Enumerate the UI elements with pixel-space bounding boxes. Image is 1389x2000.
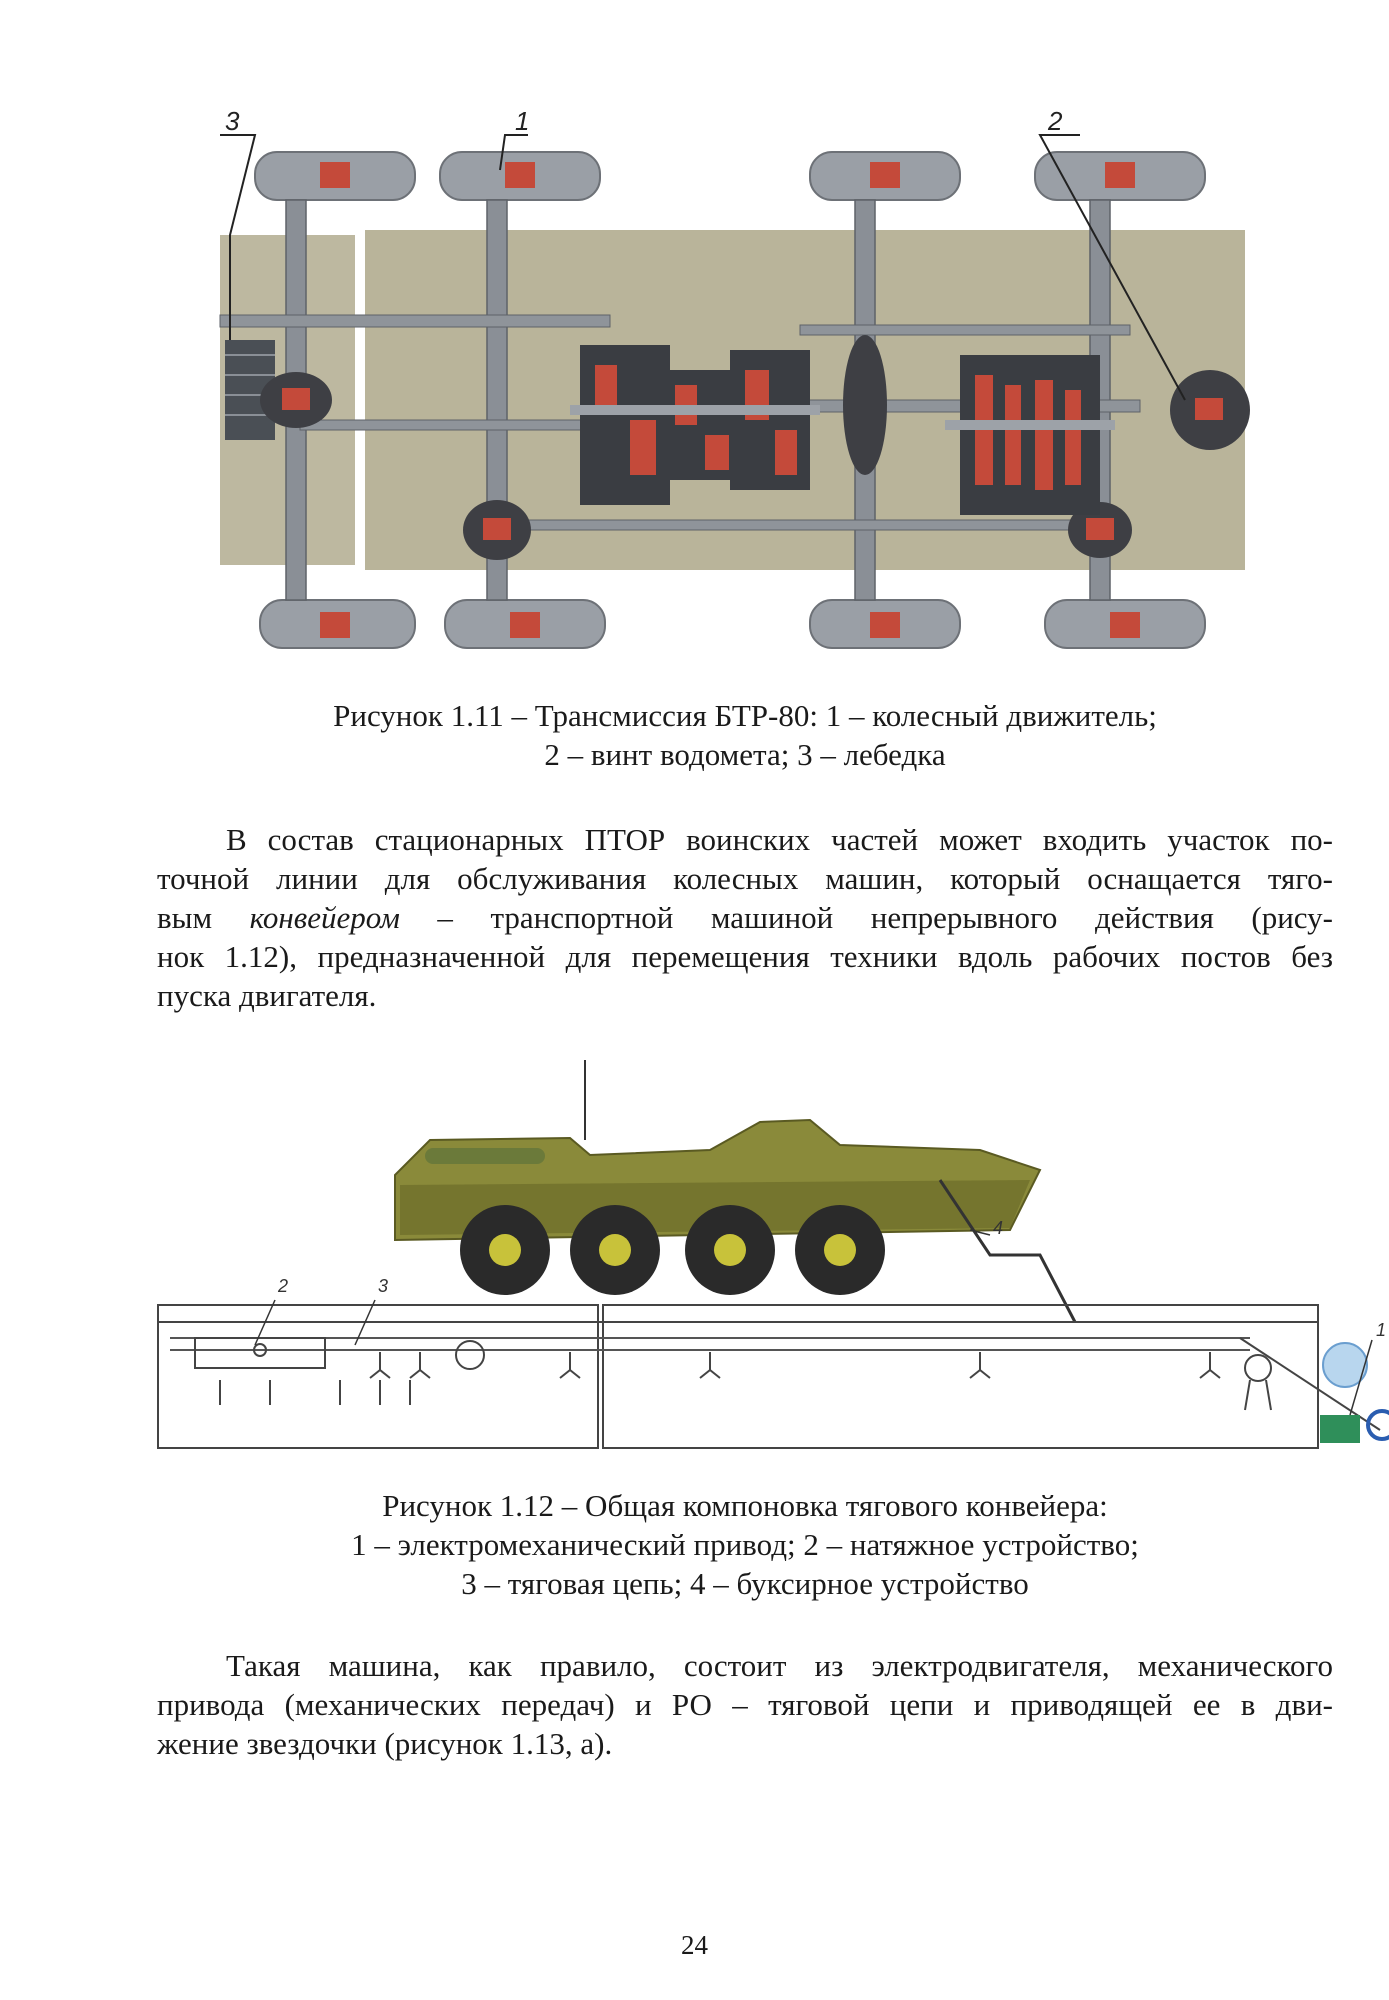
caption-line: Рисунок 1.11 – Трансмиссия БТР-80: 1 – колесный движитель;: [333, 698, 1157, 733]
caption-line: Рисунок 1.12 – Общая компоновка тягового конвейера:: [382, 1488, 1108, 1523]
callout-1: 1: [1376, 1320, 1387, 1340]
text-run: вым: [157, 900, 250, 935]
paragraph-line: точной линии для обслуживания колесных машин, который оснащается тяго-: [157, 861, 1333, 896]
paragraph-line: [157, 898, 1333, 937]
callout-2: 2: [278, 1276, 289, 1296]
paragraph-1: [157, 820, 1333, 1015]
callout-4: 4: [993, 1218, 1004, 1238]
text-run: – транспортной машиной непрерывного действия (рису-: [399, 900, 1333, 935]
paragraph-line: привода (механических передач) и РО – тяговой цепи и приводящей ее в дви-: [157, 1687, 1333, 1722]
paragraph-line: пуска двигателя.: [157, 978, 377, 1013]
callout-1: 1: [515, 106, 530, 136]
callout-3: 3: [378, 1276, 389, 1296]
paragraph-line: нок 1.12), предназначенной для перемещения техники вдоль рабочих постов без: [157, 939, 1333, 974]
paragraph-line: В состав стационарных ПТОР воинских частей может входить участок по-: [226, 822, 1333, 857]
callout-2: 2: [1048, 106, 1063, 136]
caption-line: 1 – электромеханический привод; 2 – натяжное устройство;: [351, 1527, 1139, 1562]
term-conveyor: конвейером: [249, 900, 400, 935]
figure-conveyor-layout: [150, 1060, 1387, 1460]
paragraph-2: [157, 1646, 1333, 1763]
figure-1-12-caption: [150, 1486, 1340, 1603]
paragraph-line: жение звездочки (рисунок 1.13, а).: [157, 1726, 613, 1761]
paragraph-line: Такая машина, как правило, состоит из электродвигателя, механического: [226, 1648, 1333, 1683]
caption-line: 3 – тяговая цепь; 4 – буксирное устройство: [461, 1566, 1029, 1601]
page-number: 24: [681, 1930, 708, 1960]
callout-3: 3: [225, 106, 240, 136]
figure-transmission-diagram: [200, 100, 1280, 660]
figure-1-11-caption: [150, 696, 1340, 774]
caption-line: 2 – винт водомета; 3 – лебедка: [544, 737, 946, 772]
